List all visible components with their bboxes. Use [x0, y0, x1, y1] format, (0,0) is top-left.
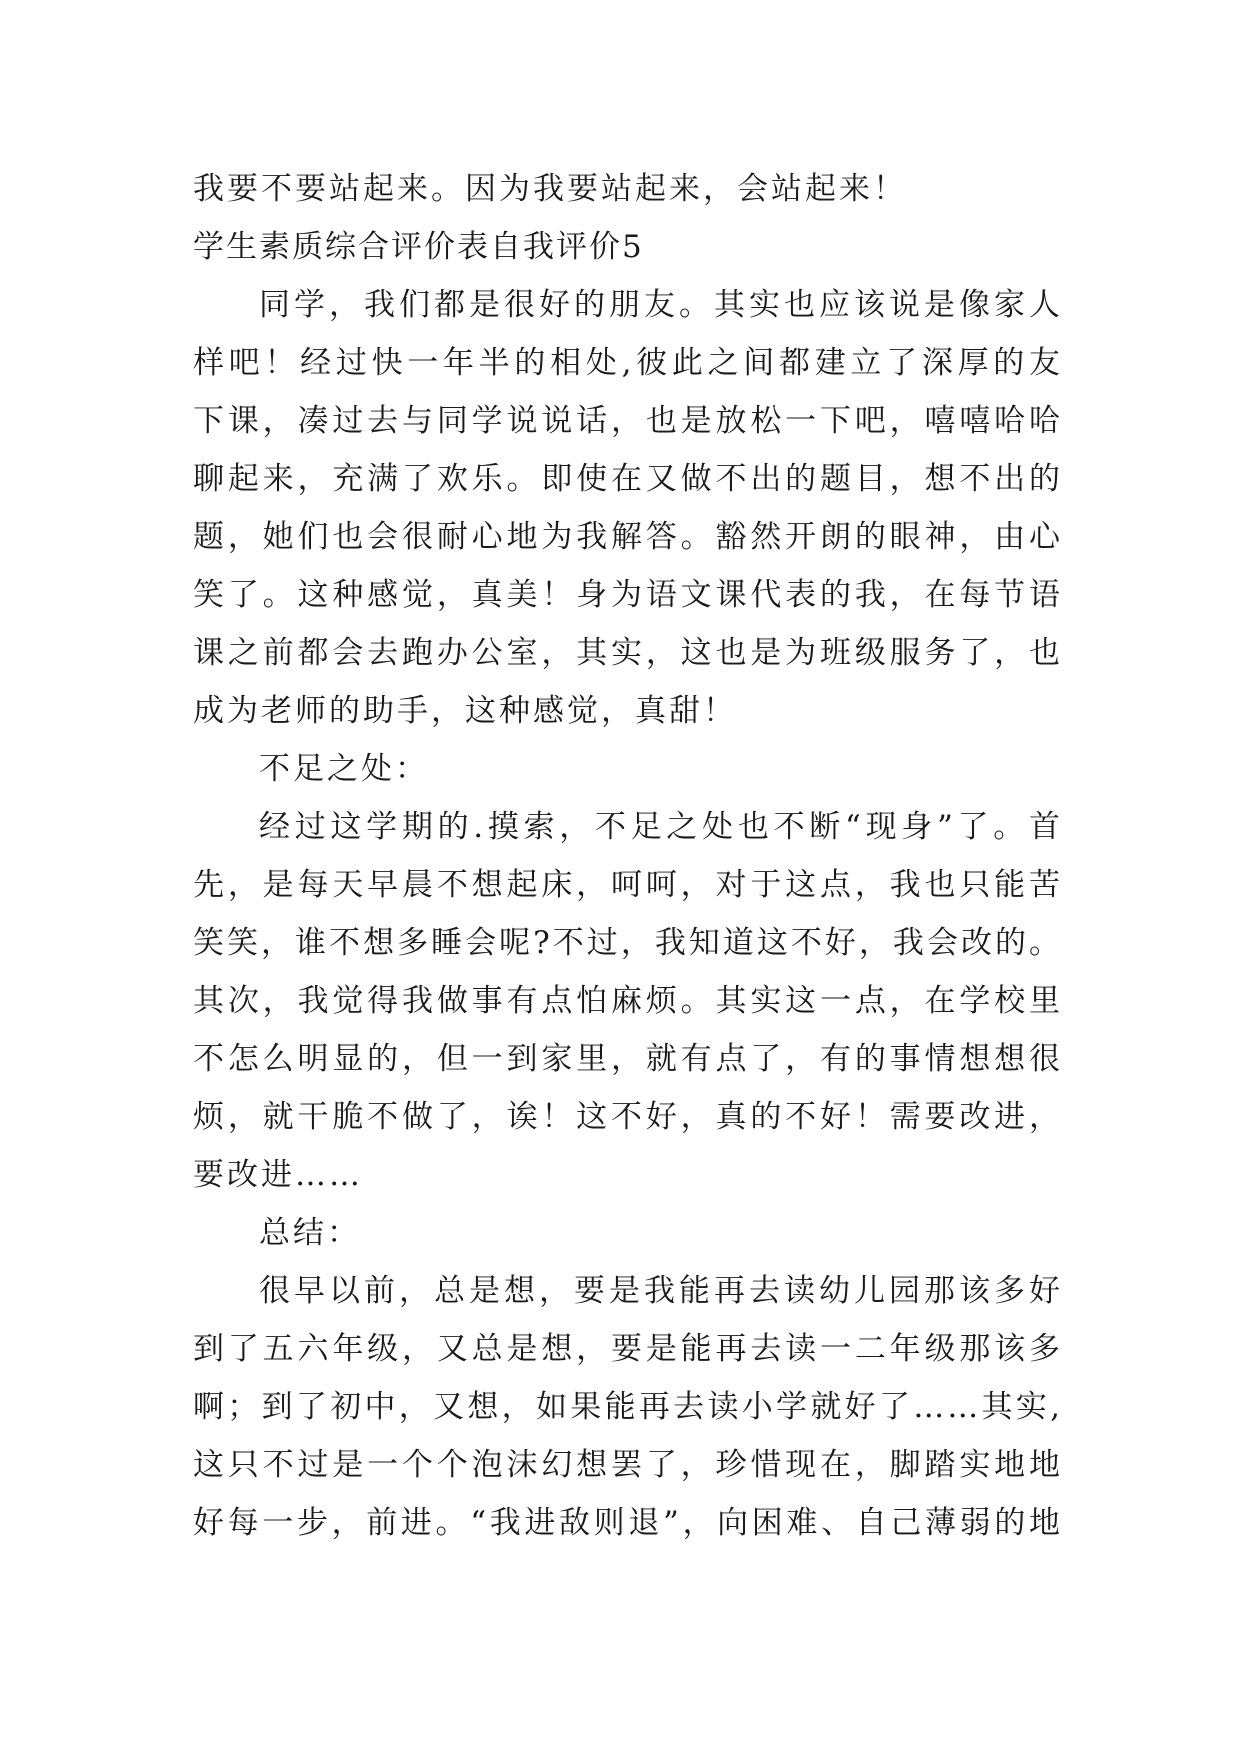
- paragraph-line: 烦，就干脆不做了，诶！这不好，真的不好！需要改进，: [193, 1099, 1063, 1135]
- section-heading: 学生素质综合评价表自我评价5: [193, 229, 644, 265]
- paragraph-line: 好每一步，前进。“我进敌则退”，向困难、自己薄弱的地: [193, 1505, 1063, 1541]
- paragraph-line: 课之前都会去跑办公室，其实，这也是为班级服务了，也: [193, 635, 1063, 671]
- paragraph-line: 笑笑，谁不想多睡会呢?不过，我知道这不好，我会改的。: [193, 925, 1063, 961]
- paragraph-line: 到了五六年级，又总是想，要是能再去读一二年级那该多: [193, 1331, 1063, 1367]
- document-body: [193, 160, 1063, 1552]
- paragraph-line: 笑了。这种感觉，真美！身为语文课代表的我，在每节语: [193, 577, 1063, 613]
- paragraph-line: 其次，我觉得我做事有点怕麻烦。其实这一点，在学校里: [193, 983, 1063, 1019]
- paragraph-line: 经过这学期的.摸索，不足之处也不断“现身”了。首: [259, 809, 1063, 845]
- subheading-shortcomings: 不足之处：: [259, 751, 429, 787]
- subheading-summary: 总结：: [259, 1215, 361, 1251]
- paragraph-line: 啊；到了初中，又想，如果能再去读小学就好了……其实,: [193, 1389, 1063, 1425]
- paragraph-line: 题，她们也会很耐心地为我解答。豁然开朗的眼神，由心: [193, 519, 1063, 555]
- paragraph-line: 要改进……: [193, 1157, 363, 1193]
- paragraph-line: 不怎么明显的，但一到家里，就有点了，有的事情想想很: [193, 1041, 1063, 1077]
- paragraph-line: 先，是每天早晨不想起床，呵呵，对于这点，我也只能苦: [193, 867, 1063, 903]
- paragraph-line: 很早以前，总是想，要是我能再去读幼儿园那该多好: [259, 1273, 1063, 1309]
- paragraph-line: 同学，我们都是很好的朋友。其实也应该说是像家人: [259, 287, 1063, 323]
- text-line: 我要不要站起来。因为我要站起来，会站起来！: [193, 171, 907, 207]
- paragraph-line: 成为老师的助手，这种感觉，真甜！: [193, 693, 737, 729]
- paragraph-line: 这只不过是一个个泡沫幻想罢了，珍惜现在，脚踏实地地: [193, 1447, 1063, 1483]
- paragraph-line: 聊起来，充满了欢乐。即使在又做不出的题目，想不出的: [193, 461, 1063, 497]
- paragraph-line: 样吧！经过快一年半的相处,彼此之间都建立了深厚的友: [193, 345, 1063, 381]
- paragraph-line: 下课，凑过去与同学说说话，也是放松一下吧，嘻嘻哈哈: [193, 403, 1063, 439]
